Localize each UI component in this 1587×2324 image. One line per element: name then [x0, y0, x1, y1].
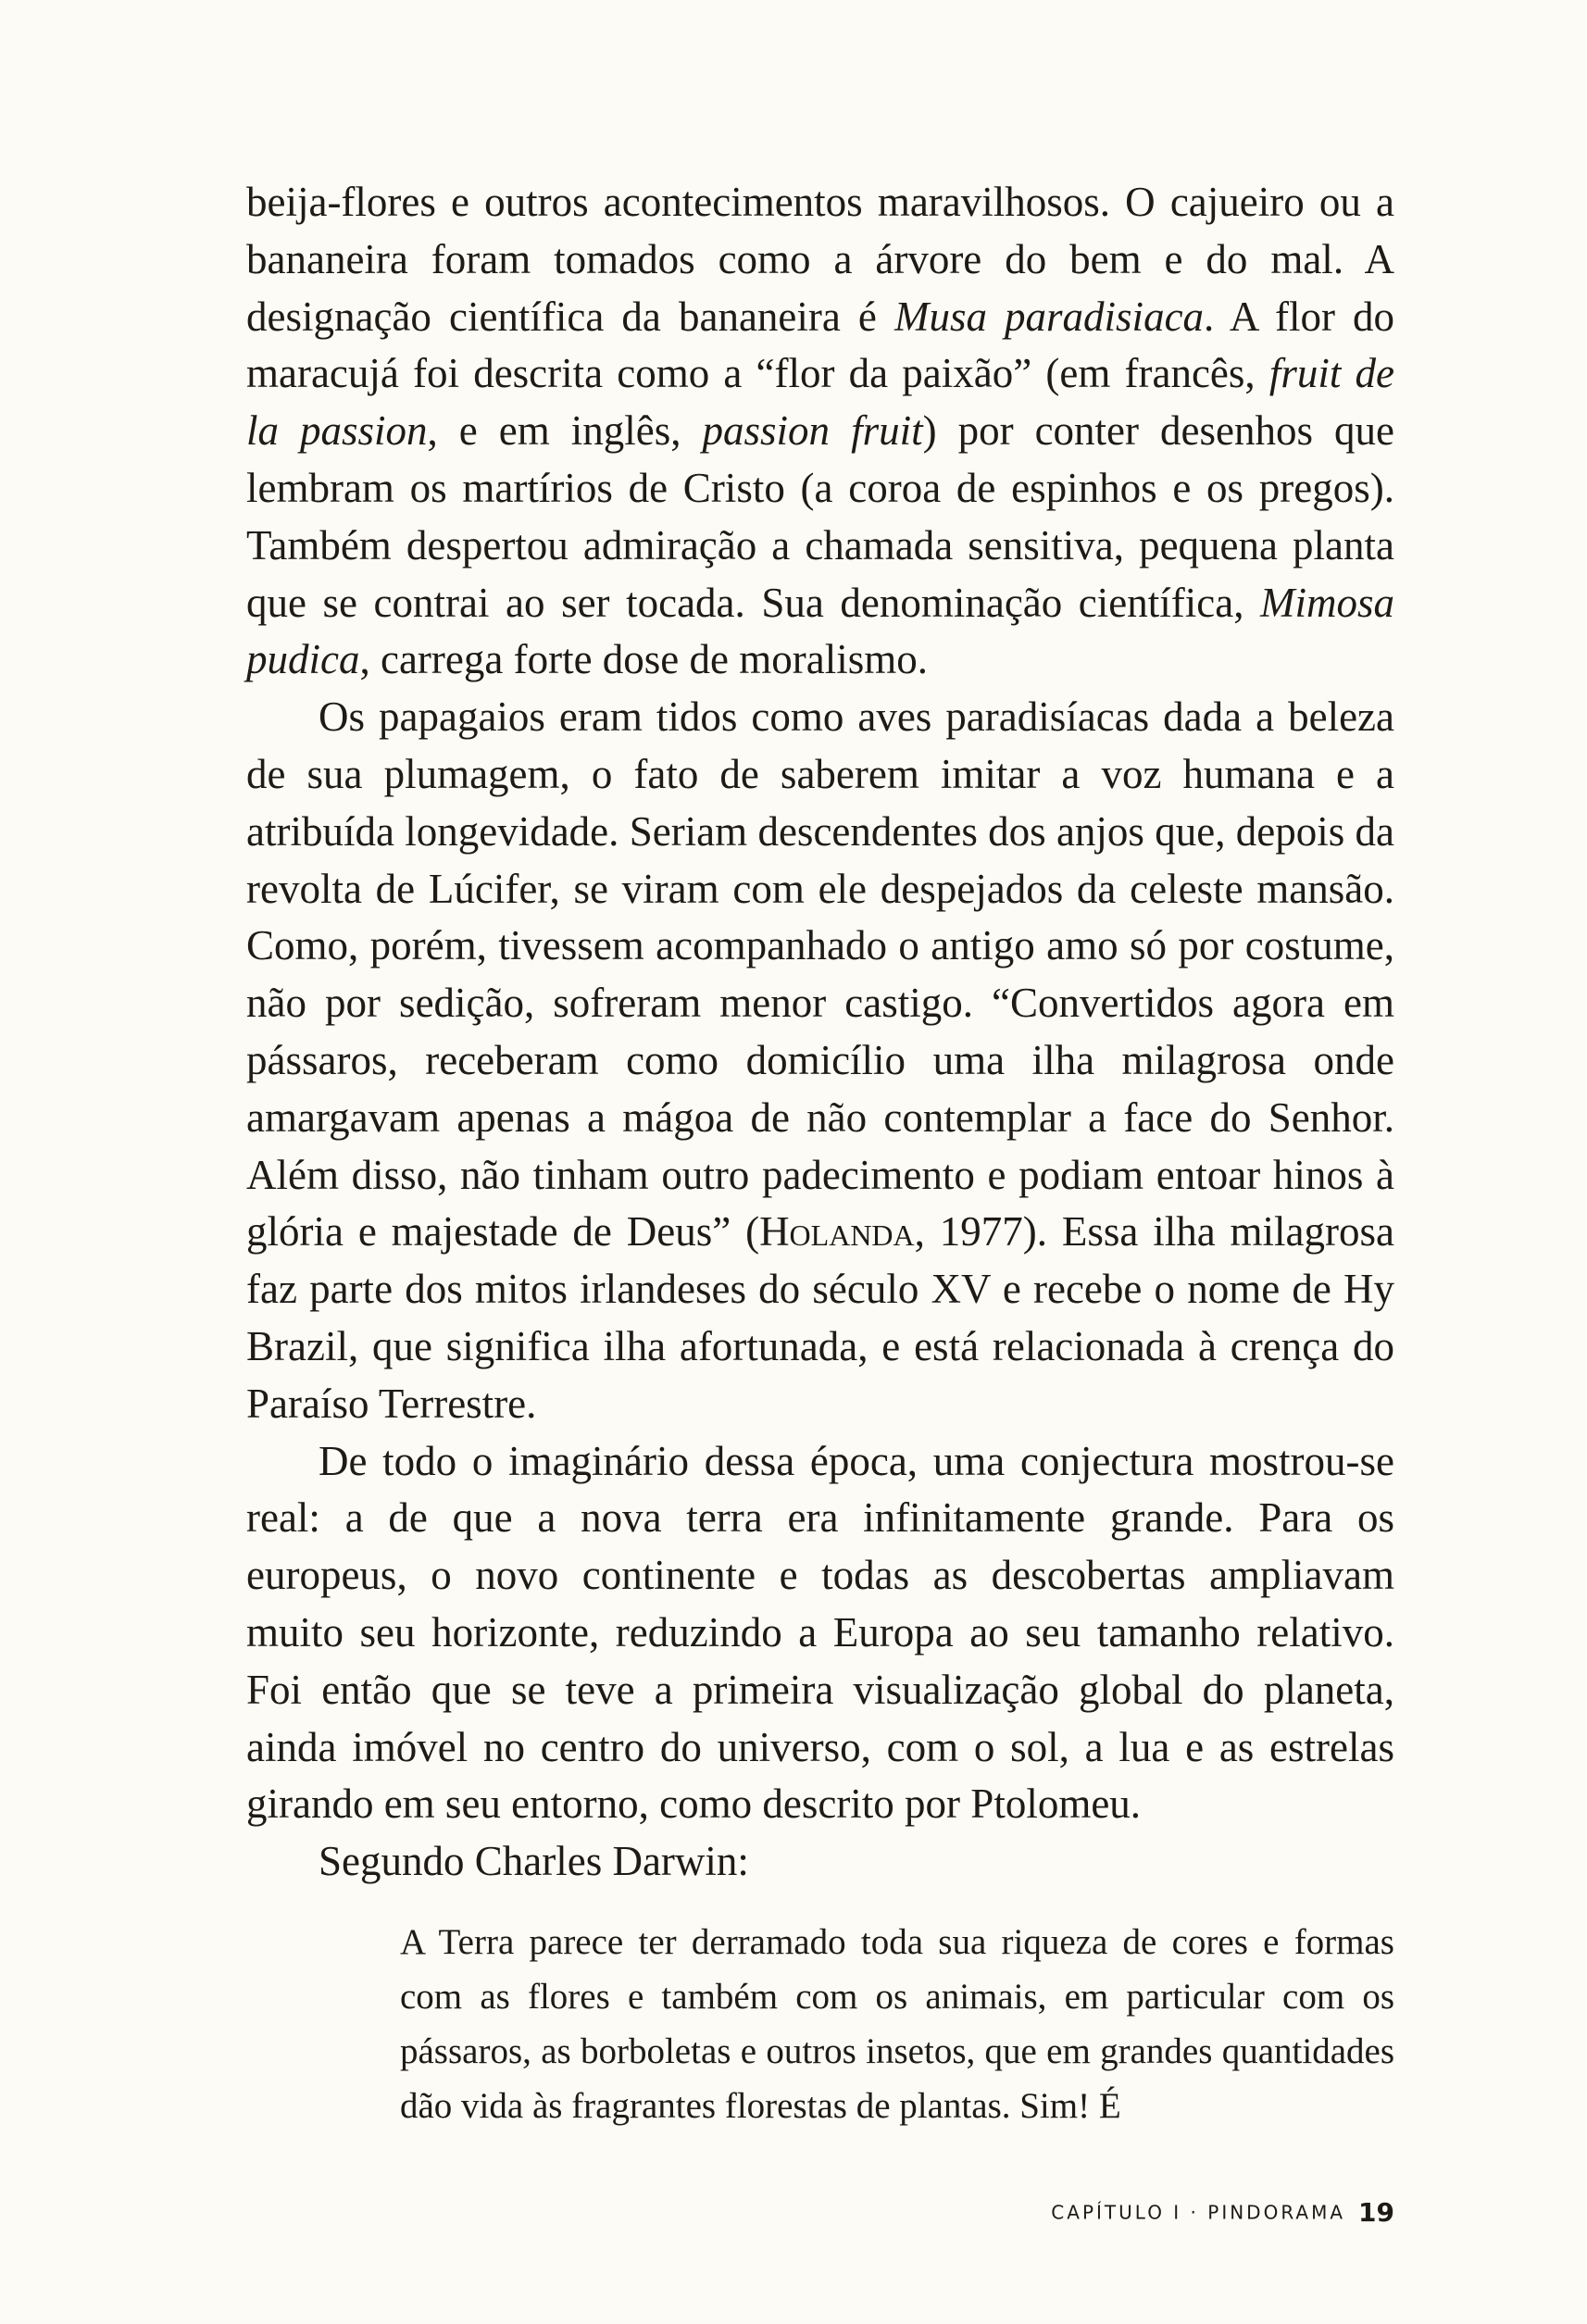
page-footer [1051, 2197, 1394, 2228]
block-quote: A Terra parece ter derramado toda sua riqueza de cores e formas com as flores e também com os animais, em particular com os pássaros, as borboletas e outros insetos, que em grandes quantidades dão vida às fragrantes florestas de plantas. Sim! É [400, 1922, 1394, 2126]
italic-term: Musa paradisiaca [893, 293, 1205, 340]
paragraph-1: beija-flores e outros acontecimentos maravilhosos. O cajueiro ou a bananeira foram tomados como a árvore do bem e do mal. A designação científica da bananeira é Musa paradisiaca. A flor do maracujá foi descrita como a “flor da paixão” (em francês, fruit de la passion, e em inglês, passion fruit) por conter desenhos que lembram os martírios de Cristo (a coroa de espinhos e os pregos). Também despertou admiração a chamada sensitiva, pequena planta que se contrai ao ser tocada. Sua denominação científica, Mimosa pudica, carrega forte dose de moralismo. [246, 179, 1395, 683]
citation-author: Holanda [759, 1208, 915, 1256]
running-head: CAPÍTULO I · PINDORAMA [1051, 2201, 1346, 2224]
body-text [246, 174, 1394, 1891]
paragraph-2: Os papagaios eram tidos como aves paradisíacas dada a beleza de sua plumagem, o fato de saberem imitar a voz humana e a atribuída longevidade. Seriam descendentes dos anjos que, depois da revolta de Lúcifer, se viram com ele despejados da celeste mansão. Como, porém, tivessem acompanhado o antigo amo só por costume, não por sedição, sofreram menor castigo. “Convertidos agora em pássaros, receberam como domicílio uma ilha milagrosa onde amargavam apenas a mágoa de não contemplar a face do Senhor. Além disso, não tinham outro padecimento e podiam entoar hinos à glória e majestade de Deus” (Holanda, 1977). Essa ilha milagrosa faz parte dos mitos irlandeses do século XV e recebe o nome de Hy Brazil, que significa ilha afortunada, e está relacionada à crença do Paraíso Terrestre. [246, 693, 1394, 1427]
paragraph-4: Segundo Charles Darwin: [319, 1838, 749, 1885]
paragraph-3: De todo o imaginário dessa época, uma conjectura mostrou-se real: a de que a nova terra era infinitamente grande. Para os europeus, o novo continente e todas as descobertas ampliavam muito seu horizonte, reduzindo a Europa ao seu tamanho relativo. Foi então que se teve a primeira visualização global do planeta, ainda imóvel no centro do universo, com o sol, a lua e as estrelas girando em seu entorno, como descrito por Ptolomeu. [246, 1437, 1394, 1828]
italic-term: passion fruit [702, 407, 923, 455]
italic-term: Mimosa pudica [246, 579, 1394, 683]
page-number: 19 [1358, 2197, 1394, 2228]
italic-term: fruit de la passion [246, 350, 1394, 455]
